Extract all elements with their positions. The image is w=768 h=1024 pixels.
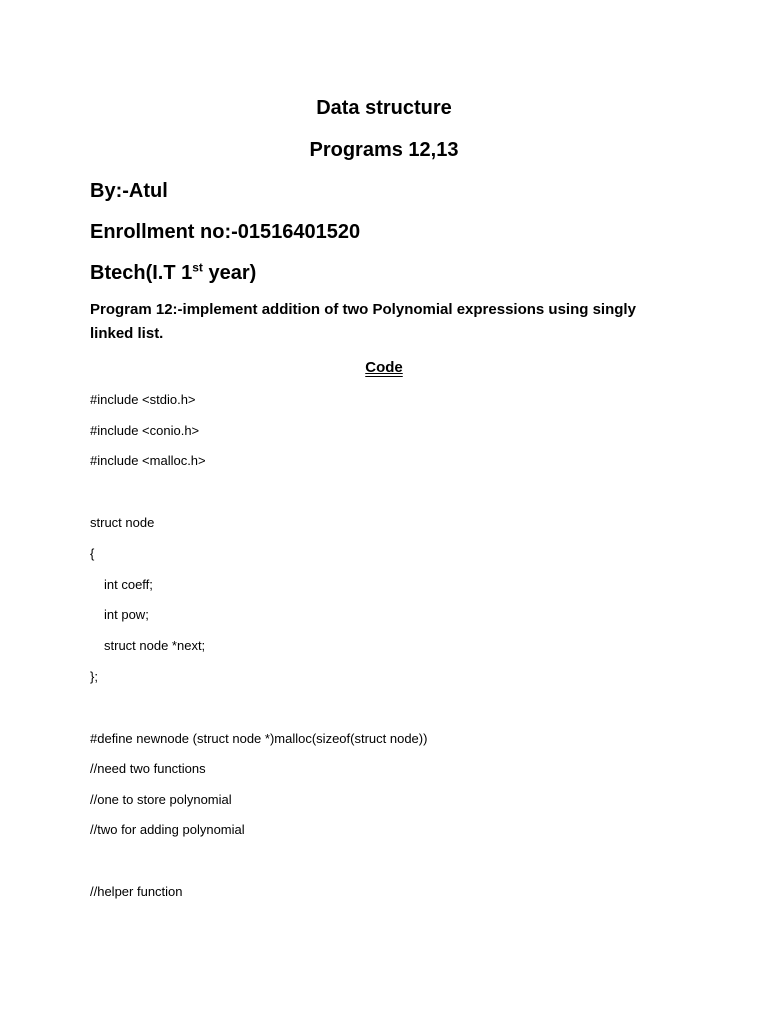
code-heading: [0, 357, 768, 379]
code-line: };: [90, 669, 98, 684]
course-suffix: year): [202, 262, 257, 284]
code-line: int pow;: [104, 607, 149, 622]
code-line: #include <conio.h>: [90, 423, 200, 438]
course-line: [90, 261, 256, 285]
code-line: int coeff;: [104, 577, 153, 592]
author-line: By:-Atul: [90, 180, 168, 202]
code-line: //one to store polynomial: [90, 792, 232, 807]
document-subtitle: Programs 12,13: [309, 139, 459, 161]
document-title: Data structure: [316, 97, 452, 119]
code-line: //two for adding polynomial: [90, 822, 245, 837]
code-line: #include <stdio.h>: [90, 392, 196, 407]
enrollment-line: Enrollment no:-01516401520: [90, 221, 361, 243]
course-superscript: st: [192, 260, 203, 275]
code-line: struct node: [90, 515, 155, 530]
program-description: Program 12:-implement addition of two Polynomial expressions using singly linked list.: [90, 301, 636, 342]
code-line: struct node *next;: [104, 638, 206, 653]
course-prefix: Btech(I.T 1: [90, 262, 193, 284]
code-line: {: [90, 546, 95, 561]
code-line: #include <malloc.h>: [90, 453, 206, 468]
code-line: #define newnode (struct node *)malloc(sizeof(struct node)): [90, 731, 428, 746]
code-line: //helper function: [90, 884, 183, 899]
code-heading-text: Code: [365, 359, 403, 376]
code-line: //need two functions: [90, 761, 206, 776]
